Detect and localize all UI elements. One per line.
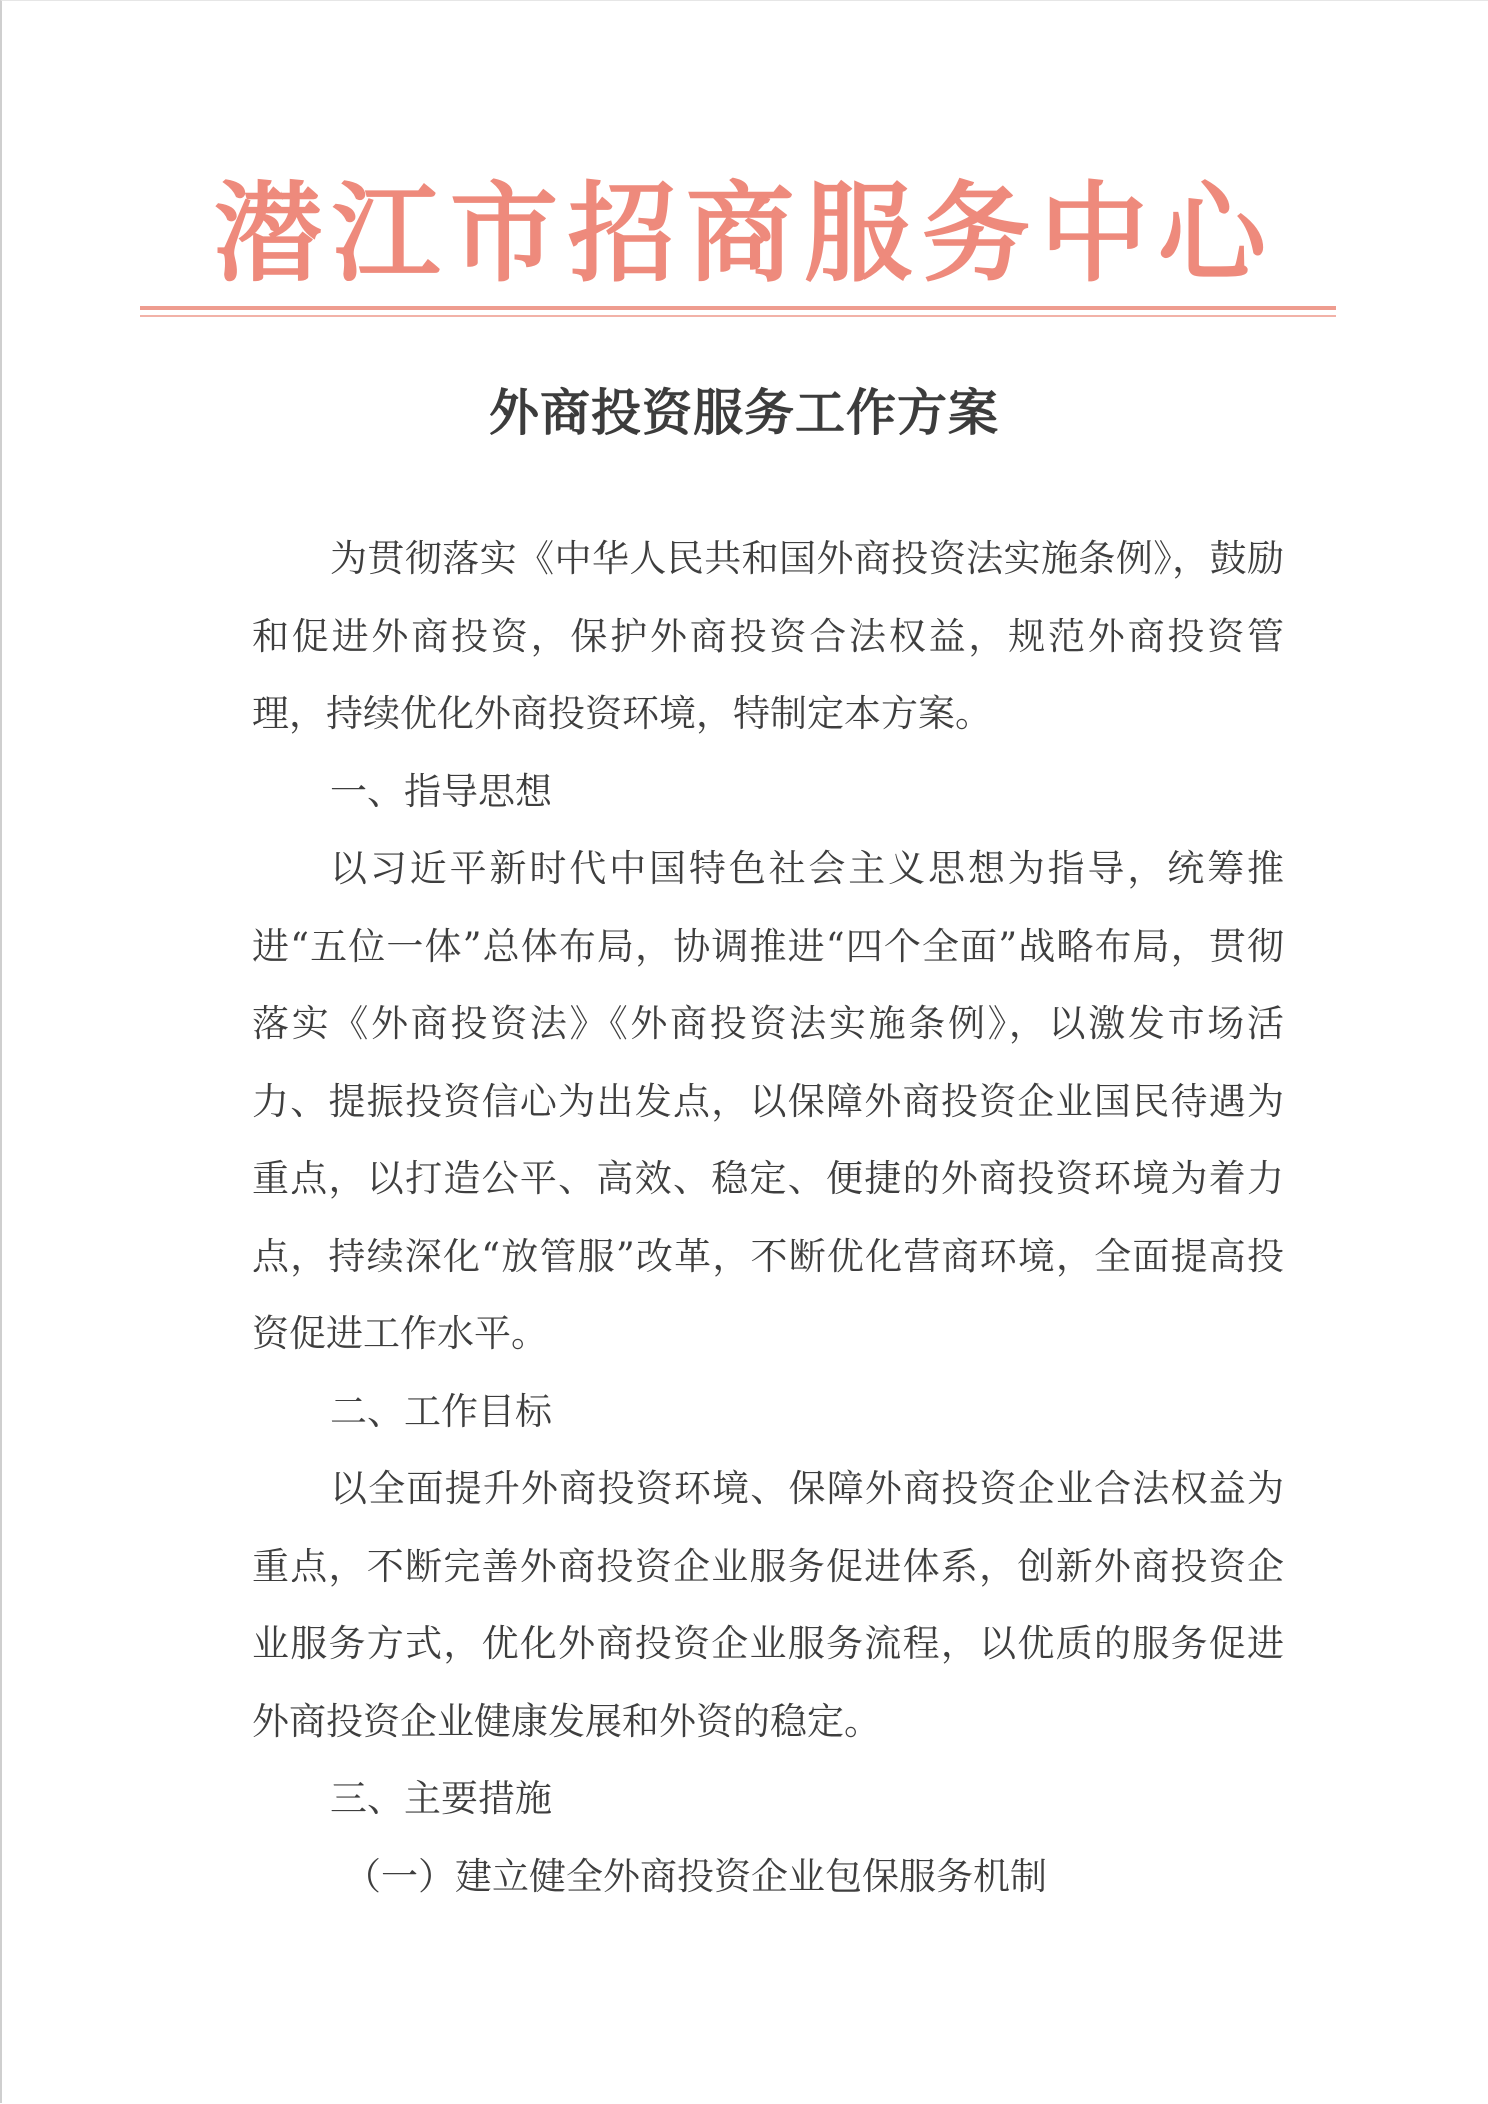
section-heading-work-goals: 二、工作目标 bbox=[330, 1389, 552, 1433]
work-goals-paragraph: 以全面提升外商投资环境、保障外商投资企业合法权益为重点，不断完善外商投资企业服务促进体系，创新外商投资企业服务方式，优化外商投资企业服务流程，以优质的服务促进外商投资企业健康发展和外资的稳定。 bbox=[252, 1467, 1284, 1743]
letterhead-rule-thick bbox=[140, 306, 1336, 310]
letterhead-org-name: 潜江市招商服务中心 bbox=[213, 171, 1276, 297]
intro-paragraph: 为贯彻落实《中华人民共和国外商投资法实施条例》，鼓励和促进外商投资，保护外商投资合法权益，规范外商投资管理，持续优化外商投资环境，特制定本方案。 bbox=[252, 537, 1284, 735]
letterhead-rule-thin bbox=[140, 315, 1336, 317]
section-heading-main-measures: 三、主要措施 bbox=[330, 1777, 552, 1820]
document-body bbox=[252, 520, 1284, 1915]
subsection-heading-1: （一）建立健全外商投资企业包保服务机制 bbox=[344, 1854, 1047, 1898]
document-title: 外商投资服务工作方案 bbox=[489, 383, 999, 442]
section-heading-guiding-thought: 一、指导思想 bbox=[330, 769, 552, 813]
guiding-thought-paragraph: 以习近平新时代中国特色社会主义思想为指导，统筹推进“五位一体”总体布局，协调推进“四个全面”战略布局，贯彻落实《外商投资法》《外商投资法实施条例》，以激发市场活力、提振投资信心为出发点，以保障外商投资企业国民待遇为重点，以打造公平、高效、稳定、便捷的外商投资环境为着力点，持续深化“放管服”改革，不断优化营商环境，全面提高投资促进工作水平。 bbox=[252, 847, 1284, 1355]
